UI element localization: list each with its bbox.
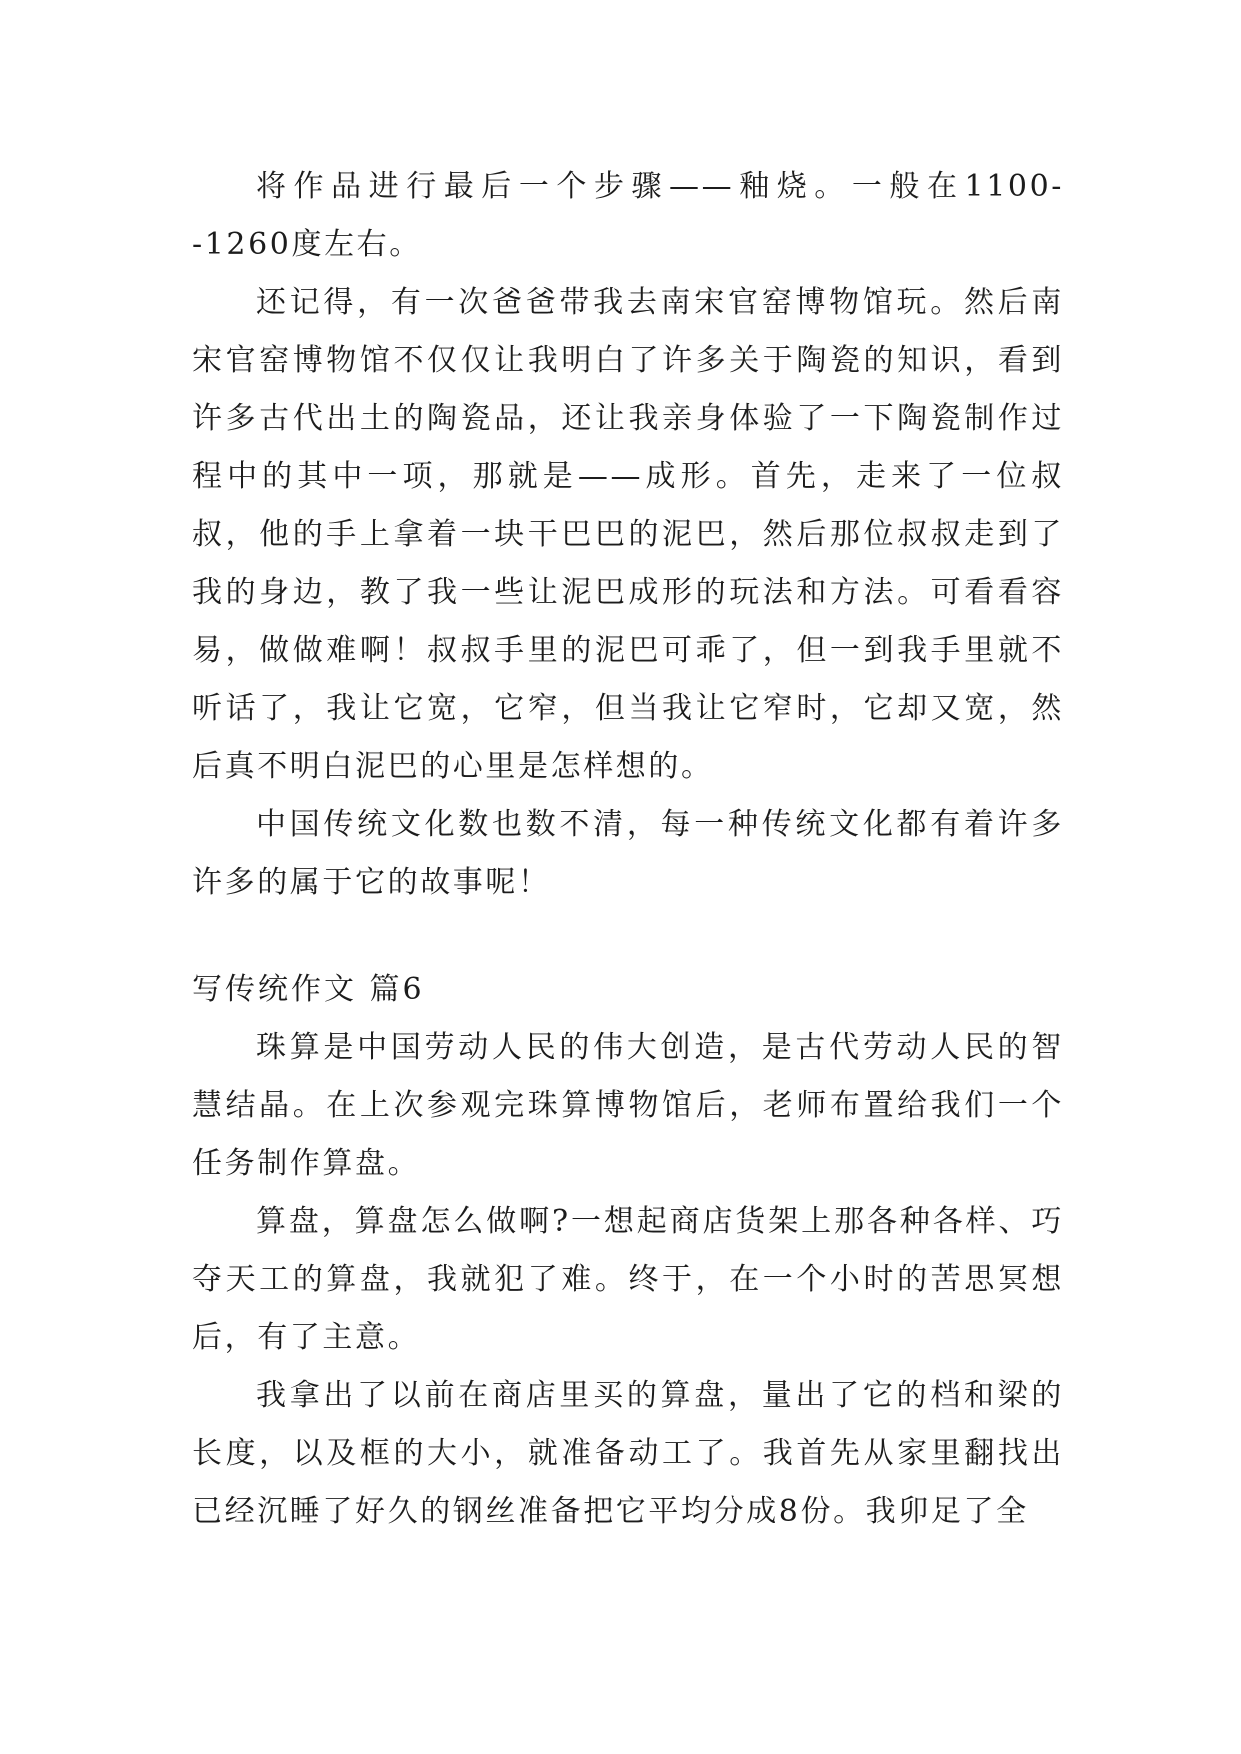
section-heading: 写传统作文 篇6 (192, 972, 425, 1007)
paragraph: 我拿出了以前在商店里买的算盘，量出了它的档和梁的长度，以及框的大小，就准备动工了。我首先从家里翻找出已经沉睡了好久的钢丝准备把它平均分成8份。我卯足了全 (192, 1378, 1064, 1529)
paragraph: 将作品进行最后一个步骤——釉烧。一般在1100--1260度左右。 (192, 169, 1064, 262)
document-body (192, 158, 1064, 1541)
paragraph: 算盘，算盘怎么做啊?一想起商店货架上那各种各样、巧夺天工的算盘，我就犯了难。终于，在一个小时的苦思冥想后，有了主意。 (192, 1204, 1064, 1355)
paragraph: 还记得，有一次爸爸带我去南宋官窑博物馆玩。然后南宋官窑博物馆不仅仅让我明白了许多关于陶瓷的知识，看到许多古代出土的陶瓷品，还让我亲身体验了一下陶瓷制作过程中的其中一项，那就是——成形。首先，走来了一位叔叔，他的手上拿着一块干巴巴的泥巴，然后那位叔叔走到了我的身边，教了我一些让泥巴成形的玩法和方法。可看看容易，做做难啊！叔叔手里的泥巴可乖了，但一到我手里就不听话了，我让它宽，它窄，但当我让它窄时，它却又宽，然后真不明白泥巴的心里是怎样想的。 (192, 285, 1064, 784)
paragraph: 珠算是中国劳动人民的伟大创造，是古代劳动人民的智慧结晶。在上次参观完珠算博物馆后，老师布置给我们一个任务制作算盘。 (192, 1030, 1064, 1181)
paragraph: 中国传统文化数也数不清，每一种传统文化都有着许多许多的属于它的故事呢！ (192, 807, 1064, 900)
